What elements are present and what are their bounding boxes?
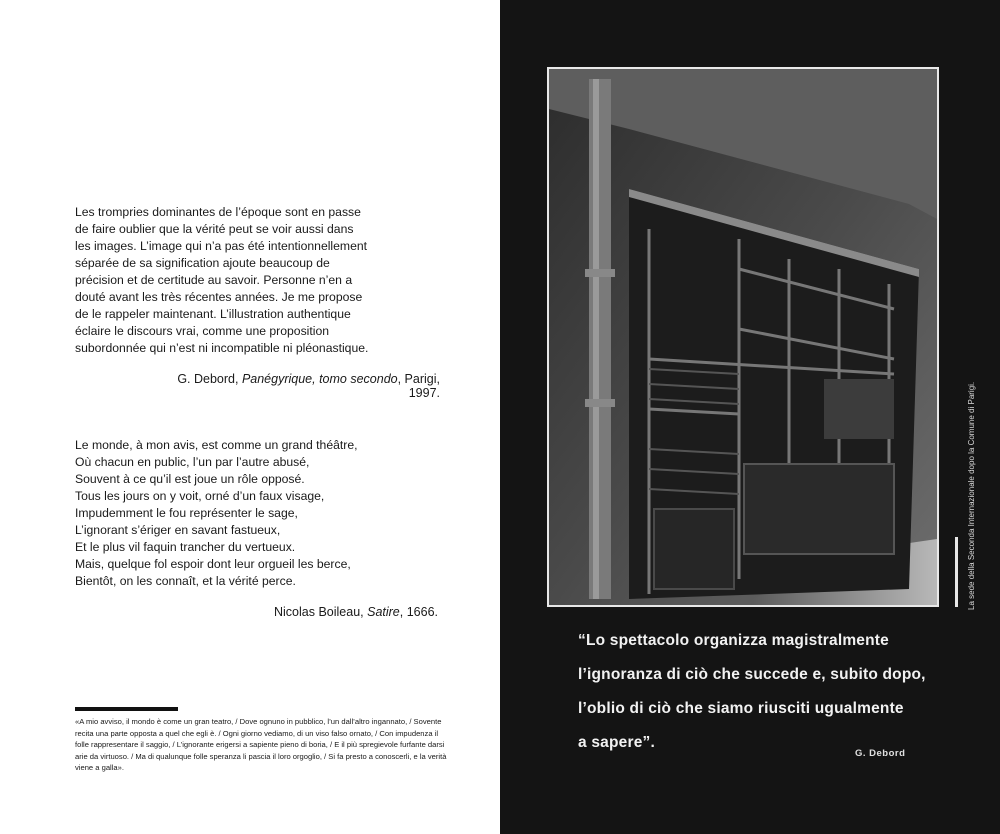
epigraph-line: subordonnée qui n’est ni incompatible ni pléonastique. <box>75 341 369 355</box>
attribution-author: G. Debord, <box>177 372 242 386</box>
poem-line: Tous les jours on y voit, orné d’un faux visage, <box>75 489 325 503</box>
epigraph-line: éclaire le discours vrai, comme une proposition <box>75 324 330 338</box>
poem-line: Mais, quelque fol espoir dont leur orgueil les berce, <box>75 557 351 571</box>
boileau-attribution <box>200 605 438 619</box>
poem-line: L’ignorant s’ériger en savant fastueux, <box>75 523 281 537</box>
attribution-work: Panégyrique, tomo secondo <box>241 372 398 386</box>
quote-line: “Lo spettacolo organizza magistralmente <box>578 632 889 649</box>
quote-line: l’ignoranza di ciò che succede e, subito dopo, <box>578 666 926 683</box>
epigraph-line: les images. L’image qui n’a pas été intentionnellement <box>75 239 368 253</box>
poem-line: Et le plus vil faquin trancher du vertueux. <box>75 540 296 554</box>
epigraph-line: de le rappeler maintenant. L’illustration authentique <box>75 307 351 321</box>
attribution-rest: , 1666. <box>399 605 438 619</box>
epigraph-line: douté avant les très récentes années. Je me propose <box>75 290 363 304</box>
photo-caption: La sede della Seconda Internazionale dopo la Comune di Parigi. <box>967 381 976 610</box>
attribution-work: Satire <box>367 605 400 619</box>
attribution-author: Nicolas Boileau, <box>274 605 368 619</box>
poem-line: Où chacun en public, l’un par l’autre abusé, <box>75 455 310 469</box>
poem-line: Impudemment le fou représenter le sage, <box>75 506 298 520</box>
quote-attribution: G. Debord <box>855 748 906 759</box>
debord-epigraph <box>75 204 405 357</box>
quote-line: a sapere”. <box>578 734 655 751</box>
boileau-poem <box>75 437 395 590</box>
poem-line: Souvent à ce qu’il est joue un rôle opposé. <box>75 472 305 486</box>
poem-line: Bientôt, on les connaît, et la vérité perce. <box>75 574 296 588</box>
epigraph-line: précision et de certitude au savoir. Personne n’en a <box>75 273 353 287</box>
footnote-rule <box>75 707 178 711</box>
poem-line: Le monde, à mon avis, est comme un grand théâtre, <box>75 438 358 452</box>
epigraph-line: séparée de sa signification ajoute beaucoup de <box>75 256 330 270</box>
debord-quote <box>578 624 958 760</box>
attribution-rest: , Parigi, 1997. <box>397 372 440 400</box>
debord-attribution <box>150 372 440 400</box>
storefront-photo <box>547 67 939 607</box>
epigraph-line: Les trompries dominantes de l’époque sont en passe <box>75 205 361 219</box>
quote-line: l’oblio di ciò che siamo riusciti ugualmente <box>578 700 904 717</box>
footnote-translation: «A mio avviso, il mondo è come un gran teatro, / Dove ognuno in pubblico, l’un dall’altro ingannato, / Sovente recita una parte opposta a quel che egli è. / Ogni giorno vediamo, di un viso falso ornato, / Con impudenza il folle rappresentare il saggio, / L’ignorante erigersi a sapiente pieno di boria, / E il più spregievole furfante darsi arie da virtuoso. / Ma di qualunque folle speranza li pascia il loro orgoglio, / Si fa presto a conoscerli, e la verità viene a galla». <box>75 717 447 773</box>
epigraph-line: de faire oublier que la vérité peut se voir aussi dans <box>75 222 354 236</box>
caption-rule <box>955 537 958 607</box>
